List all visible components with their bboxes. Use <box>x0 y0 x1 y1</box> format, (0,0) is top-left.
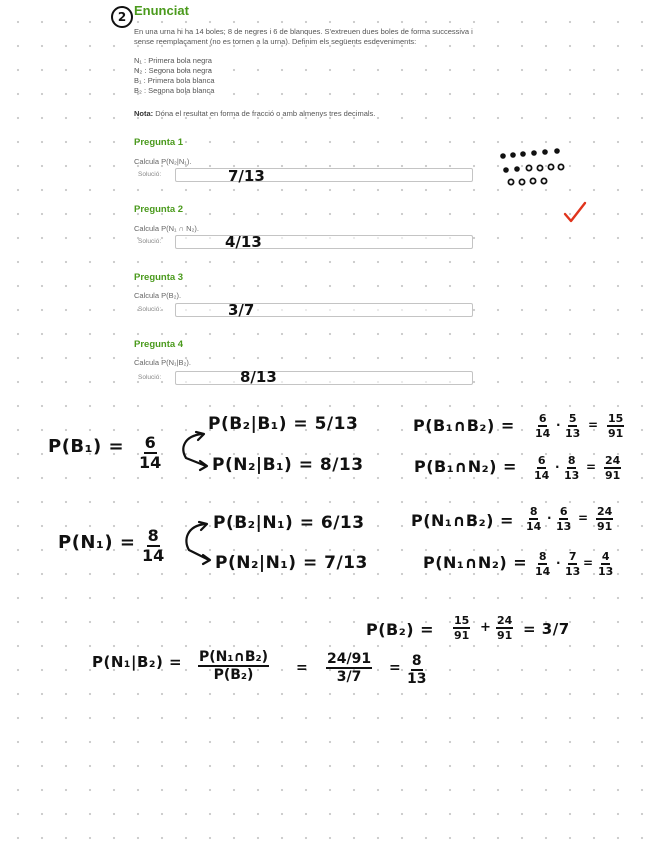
fraction <box>565 551 580 577</box>
solution-input[interactable] <box>175 235 473 249</box>
denominator: 91 <box>454 629 470 642</box>
note-pn2b1: P(N₂|B₁) = 8/13 <box>212 455 364 475</box>
white-ball <box>530 178 535 183</box>
solution-input[interactable] <box>175 168 473 182</box>
denominator: 14 <box>142 546 165 565</box>
multiply-sign: · <box>547 511 553 525</box>
note-pb1-lhs: P(B₁) = <box>48 436 125 457</box>
denominator: 14 <box>535 427 551 440</box>
numerator: 24 <box>497 614 513 627</box>
white-ball <box>508 179 513 184</box>
numerator: 24 <box>605 454 621 467</box>
denominator: 14 <box>139 453 162 472</box>
fraction <box>607 413 624 439</box>
fraction <box>526 506 541 532</box>
note-pb1b2-lhs: P(B₁∩B₂) = <box>413 416 515 435</box>
denominator: 13 <box>565 565 581 578</box>
black-ball <box>500 153 506 159</box>
fraction <box>565 413 580 439</box>
denominator: 13 <box>564 469 580 482</box>
solution-input[interactable] <box>175 371 473 385</box>
plus-sign: + <box>480 620 492 635</box>
question-heading: Pregunta 3 <box>134 272 184 283</box>
numerator: 24/91 <box>327 651 372 667</box>
fraction <box>139 435 161 471</box>
event-definition: N₂ : Segona bola negra <box>134 66 212 75</box>
equals-sign: = <box>586 460 597 474</box>
question-prompt: Calcula P(N₁|B₂). <box>134 358 191 367</box>
black-ball <box>520 151 526 157</box>
note-pb2b1: P(B₂|B₁) = 5/13 <box>208 414 359 434</box>
handwritten-answer: 8/13 <box>240 368 277 386</box>
fraction <box>496 615 513 641</box>
fraction <box>326 652 372 684</box>
numerator: 15 <box>608 412 624 425</box>
denominator: P(B₂) <box>213 667 254 683</box>
note-label: Nota: <box>134 109 154 118</box>
note-pn1-lhs: P(N₁) = <box>58 532 136 553</box>
black-ball <box>554 148 560 154</box>
solution-label: Solució: <box>138 306 162 313</box>
numerator: 8 <box>529 505 538 518</box>
numerator: 6 <box>144 433 156 452</box>
question-prompt: Calcula P(N₂|N₁). <box>134 157 192 166</box>
denominator: 13 <box>556 520 572 533</box>
event-definition: B₁ : Primera bola blanca <box>134 76 215 85</box>
white-ball <box>558 164 563 169</box>
numerator: 4 <box>601 550 610 563</box>
note-pb2-result: = 3/7 <box>523 620 570 638</box>
question-heading: Pregunta 2 <box>134 204 184 215</box>
white-ball <box>541 178 546 183</box>
note <box>134 109 375 118</box>
branch-arrows <box>172 426 212 474</box>
fraction <box>556 506 571 532</box>
check-icon <box>562 200 588 224</box>
problem-statement: En una urna hi ha 14 boles; 8 de negres i 6 de blanques. S'extreuen dues boles de forma successiva i sense reemplaçament (no es tornen a la urna). Definim els següents esdeveniments: <box>134 27 473 46</box>
denominator: 14 <box>535 565 551 578</box>
event-definition: B₂ : Segona bola blanca <box>134 86 215 95</box>
numerator: 5 <box>568 412 577 425</box>
handwritten-answer: 3/7 <box>228 301 255 319</box>
numerator: 15 <box>454 614 470 627</box>
note-text: Dóna el resultat en forma de fracció o amb almenys tres decimals. <box>155 109 376 118</box>
note-pn1n2-lhs: P(N₁∩N₂) = <box>423 553 528 572</box>
note-pb2-lhs: P(B₂) = <box>366 620 435 639</box>
balls-sketch <box>496 144 572 190</box>
black-ball <box>514 166 520 172</box>
denominator: 13 <box>598 565 614 578</box>
black-ball <box>503 167 509 173</box>
denominator: 13 <box>565 427 581 440</box>
equals-sign: = <box>389 660 402 676</box>
fraction <box>407 654 426 686</box>
branch-arrows <box>175 516 215 568</box>
denominator: 91 <box>597 520 613 533</box>
question-prompt: Calcula P(N₁ ∩ N₂). <box>134 224 200 233</box>
page-title: Enunciat <box>134 3 189 18</box>
fraction <box>535 551 550 577</box>
solution-input[interactable] <box>175 303 473 317</box>
denominator: 91 <box>605 469 621 482</box>
fraction <box>564 455 579 481</box>
equals-sign: = <box>583 556 594 570</box>
denominator: 91 <box>497 629 513 642</box>
multiply-sign: · <box>556 556 562 570</box>
question-number: 2 <box>111 6 133 28</box>
fraction <box>142 528 164 564</box>
numerator: 8 <box>538 550 547 563</box>
question-heading: Pregunta 4 <box>134 339 184 350</box>
white-ball <box>548 164 553 169</box>
denominator: 14 <box>534 469 550 482</box>
note-pb2n1: P(B₂|N₁) = 6/13 <box>213 513 365 533</box>
numerator: 6 <box>538 412 547 425</box>
numerator: 7 <box>568 550 577 563</box>
white-ball <box>519 179 524 184</box>
denominator: 3/7 <box>336 669 362 685</box>
solution-label: Solució: <box>138 374 162 381</box>
event-definition: N₁ : Primera bola negra <box>134 56 212 65</box>
note-pb1n2-lhs: P(B₁∩N₂) = <box>414 457 517 476</box>
equals-sign: = <box>578 511 589 525</box>
equals-sign: = <box>296 660 309 676</box>
handwritten-answer: 7/13 <box>228 167 265 185</box>
white-ball <box>537 165 542 170</box>
white-ball <box>526 165 531 170</box>
handwritten-answer: 4/13 <box>225 233 262 251</box>
multiply-sign: · <box>555 460 561 474</box>
solution-label: Solució: <box>138 238 162 245</box>
black-ball <box>531 150 537 156</box>
fraction <box>598 551 613 577</box>
note-pn1b2-lhs: P(N₁∩B₂) = <box>411 511 514 530</box>
black-ball <box>542 149 548 155</box>
numerator: P(N₁∩B₂) <box>199 649 269 665</box>
fraction <box>596 506 613 532</box>
fraction <box>604 455 621 481</box>
fraction <box>453 615 470 641</box>
multiply-sign: · <box>556 418 562 432</box>
question-heading: Pregunta 1 <box>134 137 184 148</box>
solution-label: Solució: <box>138 171 162 178</box>
denominator: 13 <box>407 671 427 687</box>
numerator: 8 <box>411 653 422 669</box>
numerator: 6 <box>559 505 568 518</box>
numerator: 6 <box>537 454 546 467</box>
fraction <box>198 650 269 682</box>
numerator: 24 <box>597 505 613 518</box>
question-prompt: Calcula P(B₂). <box>134 291 182 300</box>
numerator: 8 <box>567 454 576 467</box>
numerator: 8 <box>147 526 159 545</box>
black-ball <box>510 152 516 158</box>
denominator: 14 <box>526 520 542 533</box>
note-bayes-lhs: P(N₁|B₂) = <box>92 653 183 671</box>
equals-sign: = <box>588 418 599 432</box>
note-pn2n1: P(N₂|N₁) = 7/13 <box>215 553 368 573</box>
fraction <box>534 455 549 481</box>
denominator: 91 <box>608 427 624 440</box>
fraction <box>535 413 550 439</box>
